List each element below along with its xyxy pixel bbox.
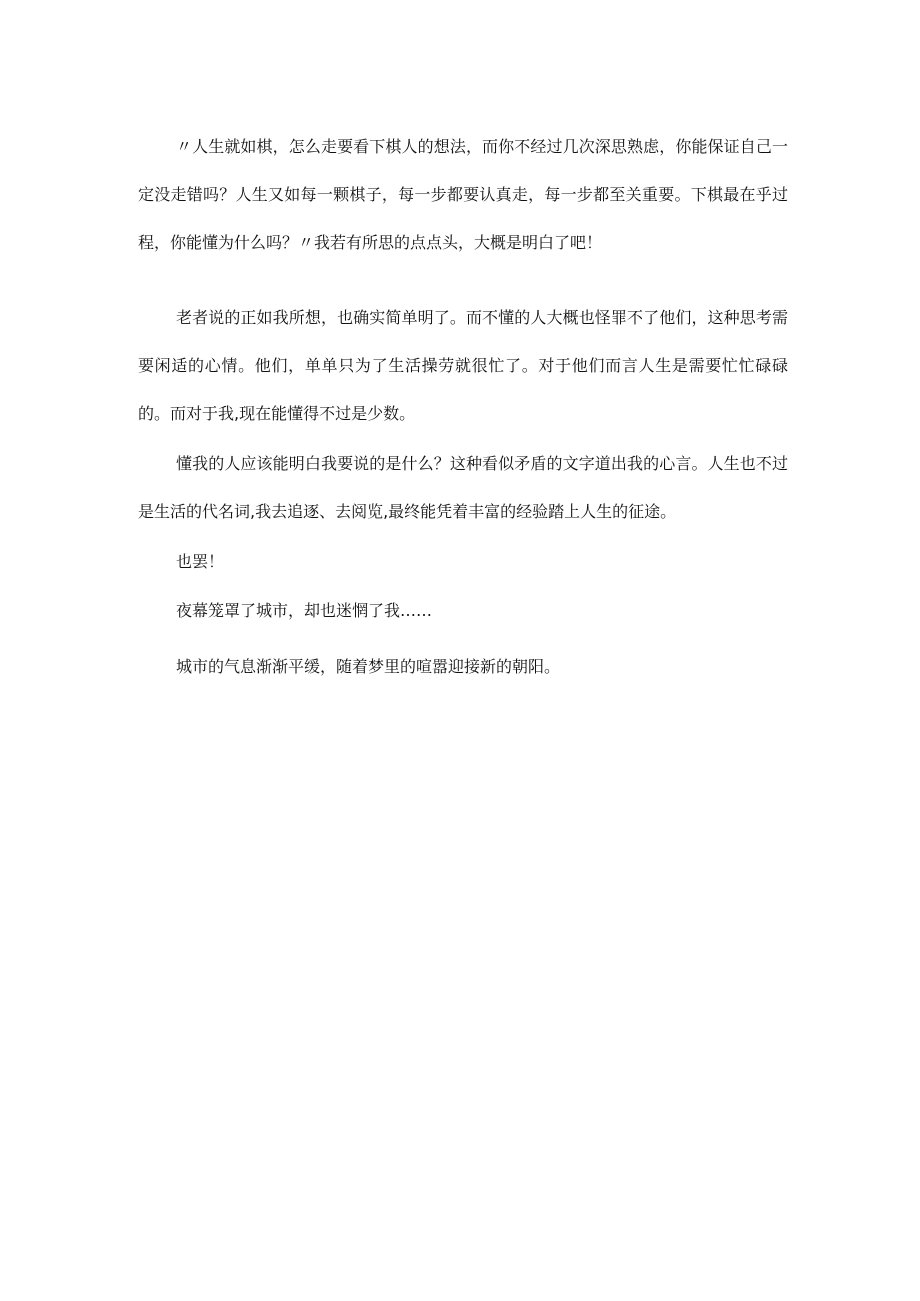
paragraph-5: 夜幕笼罩了城市，却也迷惘了我…… bbox=[176, 601, 433, 620]
paragraph-3: 懂我的人应该能明白我要说的是什么？这种看似矛盾的文字道出我的心言。人生也不过是生活的代名词,我去追逐、去阅览,最终能凭着丰富的经验踏上人生的征途。 bbox=[138, 454, 788, 521]
paragraph-6: 城市的气息渐渐平缓，随着梦里的喧嚣迎接新的朝阳。 bbox=[176, 657, 561, 676]
paragraph-2: 老者说的正如我所想，也确实简单明了。而不懂的人大概也怪罪不了他们，这种思考需要闲适的心情。他们，单单只为了生活操劳就很忙了。对于他们而言人生是需要忙忙碌碌的。而对于我,现在能懂得不过是少数。 bbox=[138, 308, 788, 423]
paragraph-4: 也罢！ bbox=[176, 552, 225, 571]
paragraph-1: 〃人生就如棋，怎么走要看下棋人的想法，而你不经过几次深思熟虑，你能保证自己一定没走错吗？人生又如每一颗棋子，每一步都要认真走，每一步都至关重要。下棋最在乎过程，你能懂为什么吗？〃我若有所思的点点头，大概是明白了吧！ bbox=[138, 137, 788, 252]
